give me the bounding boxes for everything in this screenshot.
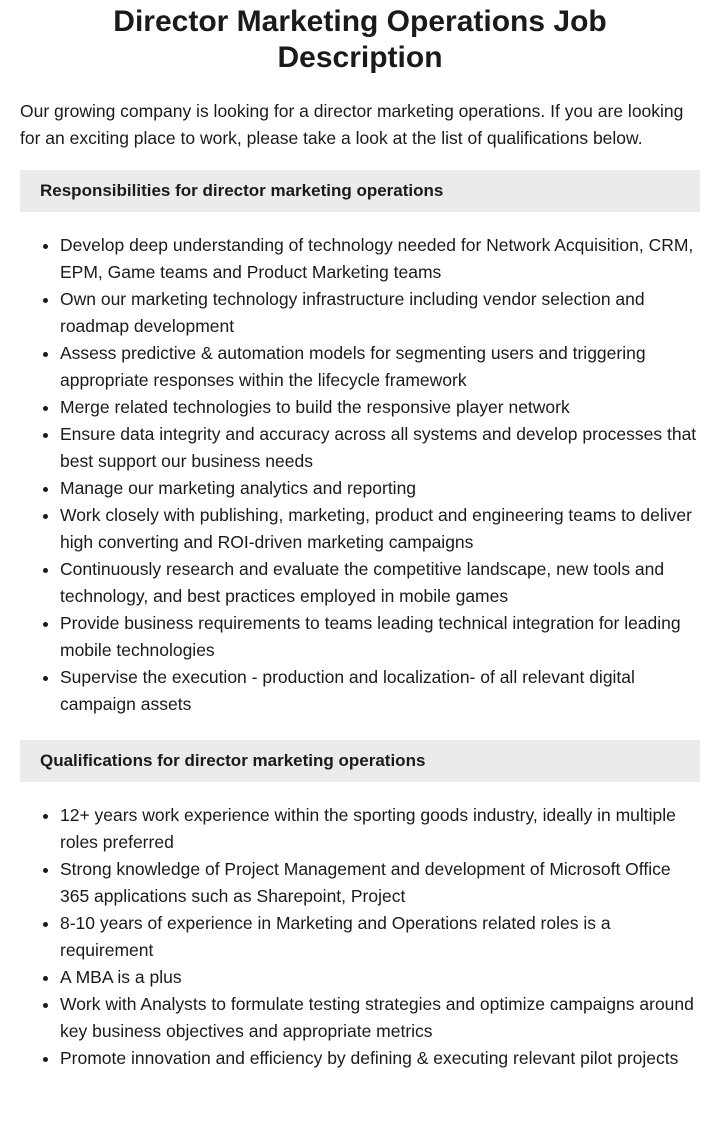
list-item: • Work closely with publishing, marketing, product and engineering teams to deliver high converting and ROI-driven marketing campaigns <box>60 502 700 556</box>
list-item: • Manage our marketing analytics and reporting <box>60 475 700 502</box>
section-list <box>20 802 700 1072</box>
list-item: • 8-10 years of experience in Marketing and Operations related roles is a requirement <box>60 910 700 964</box>
list-item: • Ensure data integrity and accuracy across all systems and develop processes that best support our business needs <box>60 421 700 475</box>
list-item: • Assess predictive & automation models for segmenting users and triggering appropriate responses within the lifecycle framework <box>60 340 700 394</box>
intro-text: Our growing company is looking for a director marketing operations. If you are looking for an exciting place to work, please take a look at the list of qualifications below. <box>20 101 684 148</box>
section-heading: Responsibilities for director marketing operations <box>20 170 700 212</box>
section-heading: Qualifications for director marketing operations <box>20 740 700 782</box>
list-item: • Supervise the execution - production and localization- of all relevant digital campaign assets <box>60 664 700 718</box>
list-item: • Merge related technologies to build the responsive player network <box>60 394 700 421</box>
list-item: • Strong knowledge of Project Management and development of Microsoft Office 365 applications such as Sharepoint, Project <box>60 856 700 910</box>
page-title: Director Marketing Operations Job Description <box>113 5 607 74</box>
list-item: • A MBA is a plus <box>60 964 700 991</box>
list-item: • 12+ years work experience within the sporting goods industry, ideally in multiple roles preferred <box>60 802 700 856</box>
list-item: • Own our marketing technology infrastructure including vendor selection and roadmap development <box>60 286 700 340</box>
list-item: • Promote innovation and efficiency by defining & executing relevant pilot projects <box>60 1045 700 1072</box>
list-item: • Continuously research and evaluate the competitive landscape, new tools and technology, and best practices employed in mobile games <box>60 556 700 610</box>
section-list <box>20 232 700 718</box>
list-item: • Develop deep understanding of technology needed for Network Acquisition, CRM, EPM, Game teams and Product Marketing teams <box>60 232 700 286</box>
list-item: • Provide business requirements to teams leading technical integration for leading mobile technologies <box>60 610 700 664</box>
list-item: • Work with Analysts to formulate testing strategies and optimize campaigns around key business objectives and appropriate metrics <box>60 991 700 1045</box>
